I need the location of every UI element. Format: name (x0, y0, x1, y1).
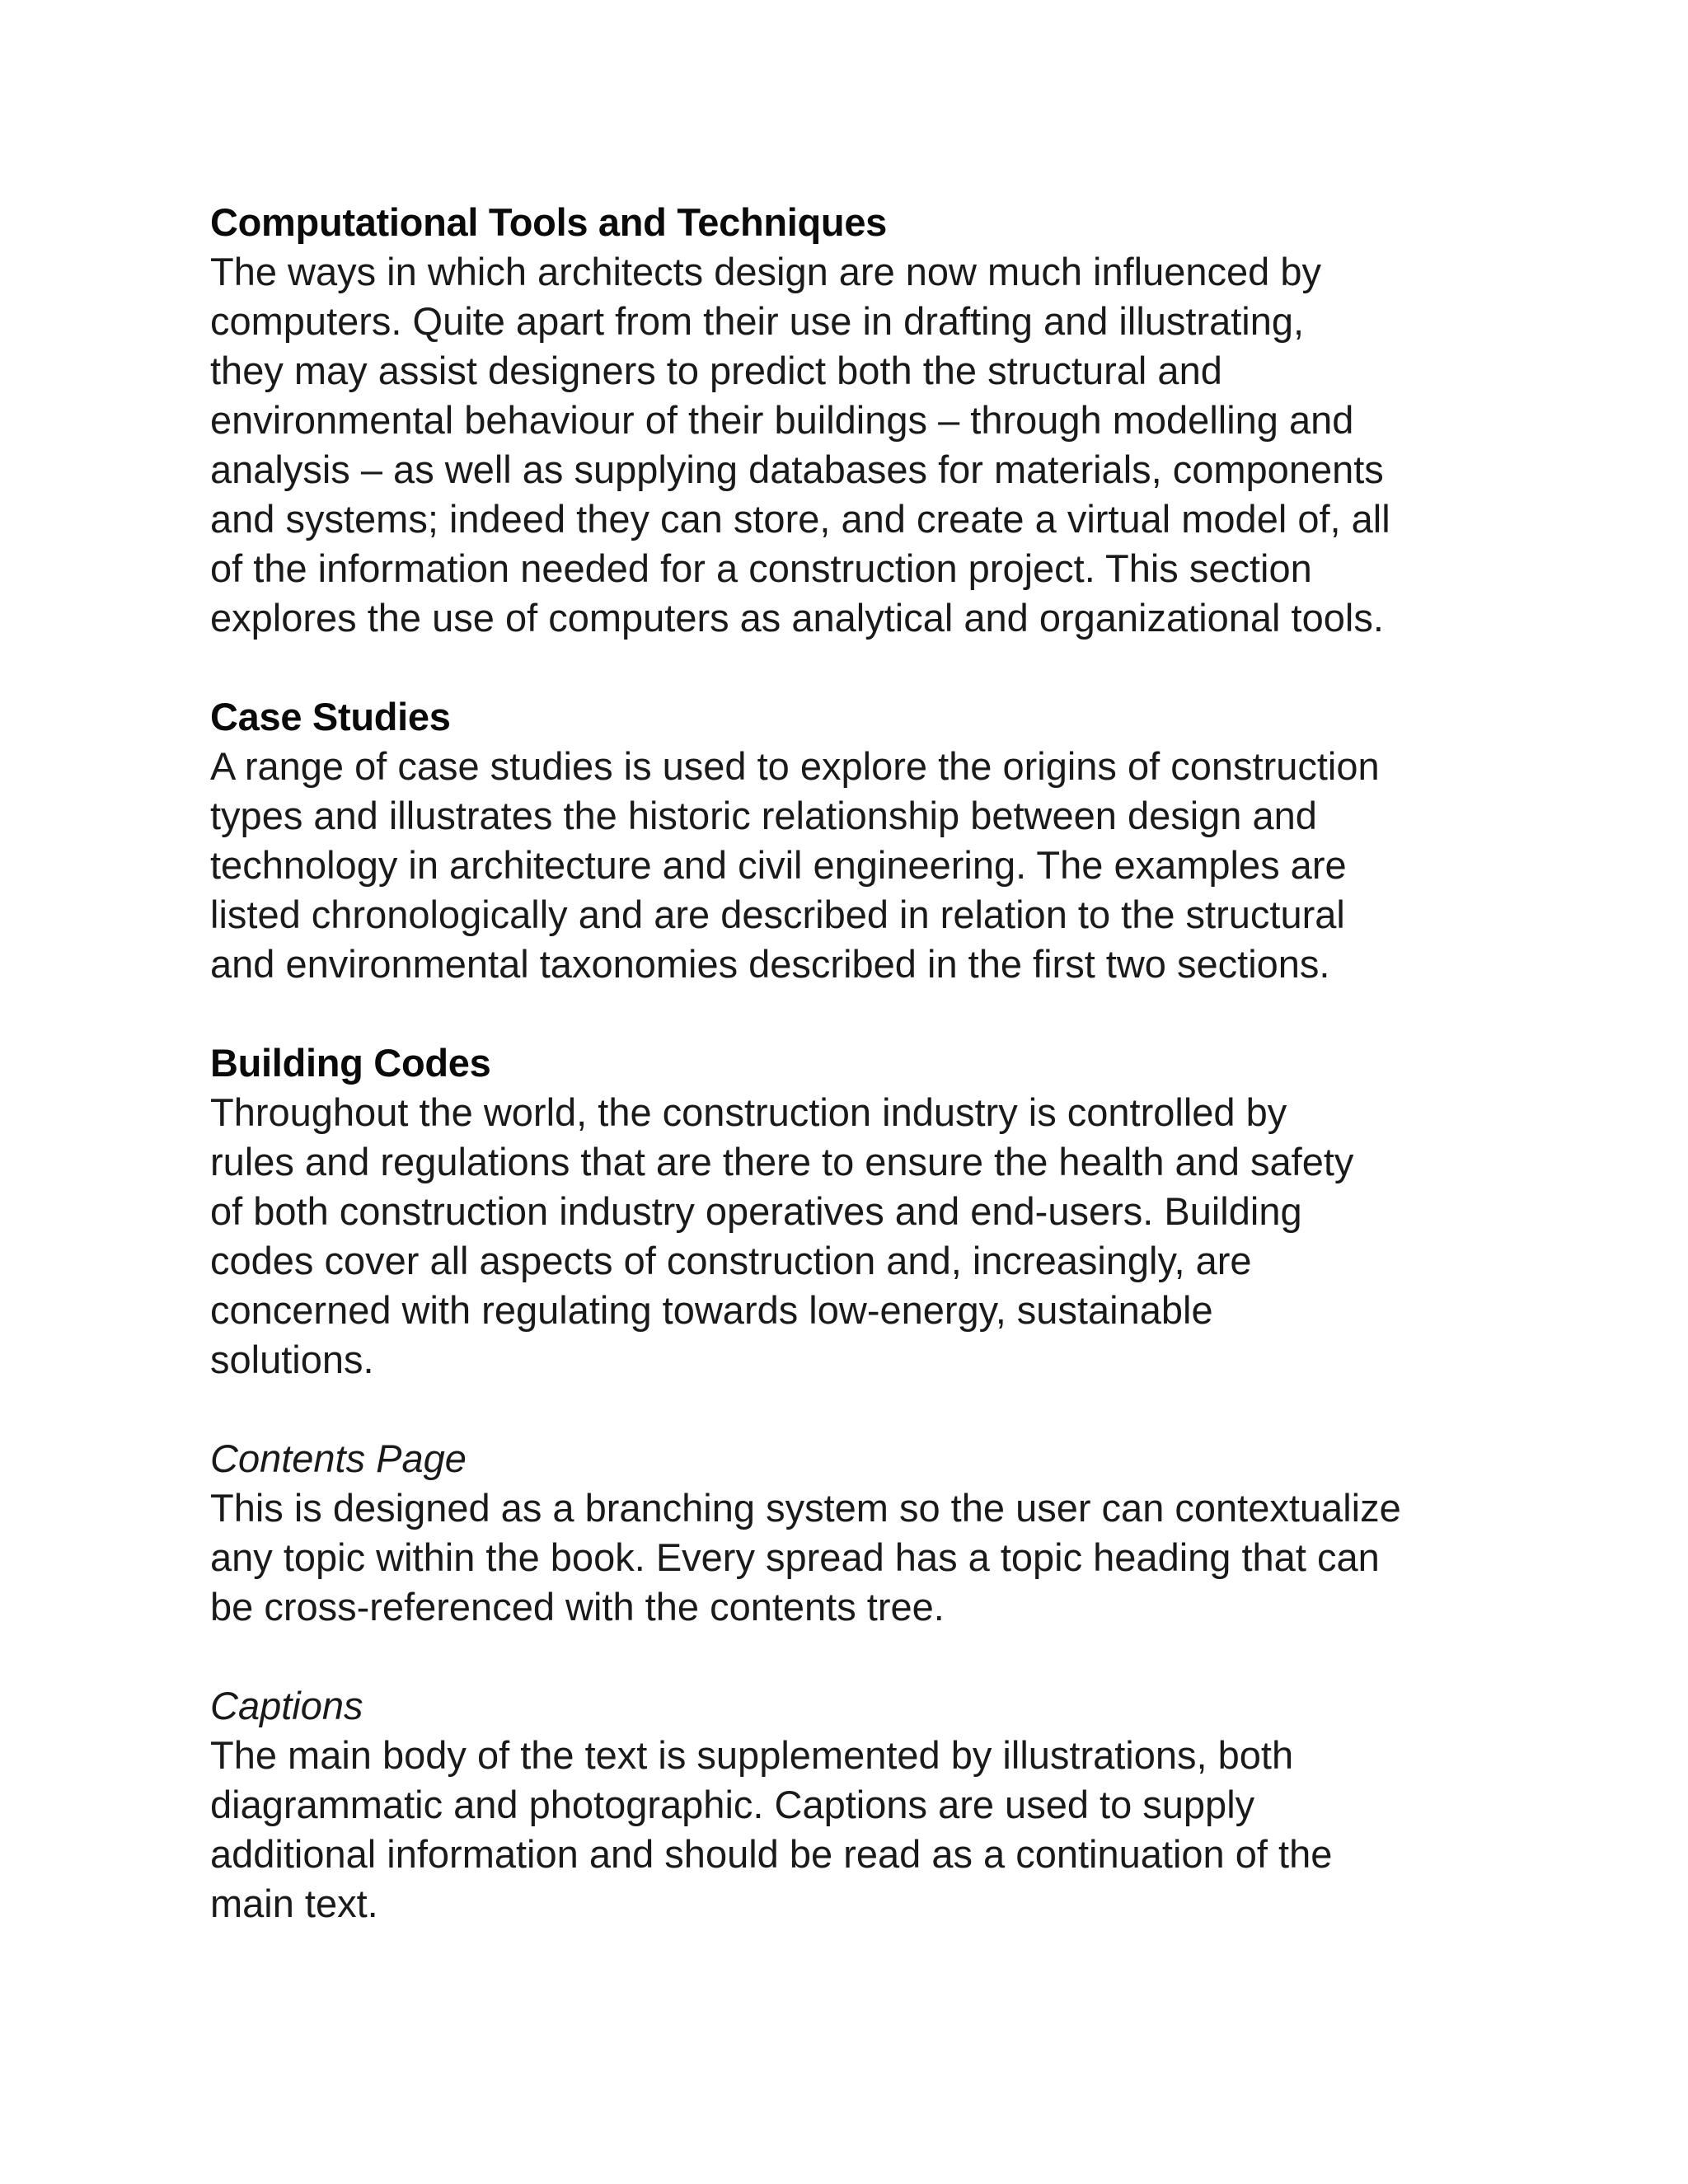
section-computational-tools (210, 198, 1545, 643)
paragraph-line: The ways in which architects design are now much influenced by (210, 250, 1322, 293)
paragraph-line: and environmental taxonomies described in the first two sections. (210, 942, 1330, 986)
section-heading: Computational Tools and Techniques (210, 200, 888, 244)
section-heading: Contents Page (210, 1436, 467, 1480)
paragraph-line: solutions. (210, 1338, 374, 1381)
paragraph-line: of the information needed for a construction project. This section (210, 546, 1312, 590)
paragraph-line: The main body of the text is supplemented by illustrations, both (210, 1733, 1294, 1777)
paragraph-line: technology in architecture and civil engineering. The examples are (210, 843, 1347, 887)
section-heading: Captions (210, 1684, 363, 1727)
paragraph-line: explores the use of computers as analytical and organizational tools. (210, 596, 1384, 640)
paragraph-line: listed chronologically and are described in relation to the structural (210, 893, 1345, 936)
paragraph-line: This is designed as a branching system so the user can contextualize (210, 1486, 1401, 1530)
paragraph-line: concerned with regulating towards low-energy, sustainable (210, 1288, 1213, 1332)
paragraph-line: codes cover all aspects of construction and, increasingly, are (210, 1239, 1252, 1282)
paragraph-line: computers. Quite apart from their use in drafting and illustrating, (210, 299, 1305, 343)
document-page (210, 198, 1545, 1978)
paragraph-line: and systems; indeed they can store, and create a virtual model of, all (210, 497, 1390, 541)
section-captions (210, 1681, 1545, 1929)
paragraph-line: diagrammatic and photographic. Captions are used to supply (210, 1783, 1255, 1826)
paragraph-line: be cross-referenced with the contents tree. (210, 1585, 945, 1629)
paragraph-line: environmental behaviour of their buildings – through modelling and (210, 398, 1354, 442)
section-heading: Case Studies (210, 695, 451, 738)
section-building-codes (210, 1038, 1545, 1385)
paragraph-line: A range of case studies is used to explore the origins of construction (210, 744, 1380, 788)
section-case-studies (210, 692, 1545, 989)
paragraph-line: Throughout the world, the construction industry is controlled by (210, 1090, 1287, 1134)
paragraph-line: they may assist designers to predict both the structural and (210, 349, 1222, 392)
section-heading: Building Codes (210, 1041, 491, 1085)
paragraph-line: main text. (210, 1882, 378, 1925)
paragraph-line: of both construction industry operatives and end-users. Building (210, 1189, 1302, 1233)
paragraph-line: types and illustrates the historic relationship between design and (210, 794, 1317, 837)
section-contents-page (210, 1434, 1545, 1632)
paragraph-line: analysis – as well as supplying databases for materials, components (210, 448, 1384, 491)
paragraph-line: any topic within the book. Every spread has a topic heading that can (210, 1535, 1380, 1579)
paragraph-line: additional information and should be read as a continuation of the (210, 1832, 1333, 1876)
paragraph-line: rules and regulations that are there to ensure the health and safety (210, 1140, 1354, 1183)
